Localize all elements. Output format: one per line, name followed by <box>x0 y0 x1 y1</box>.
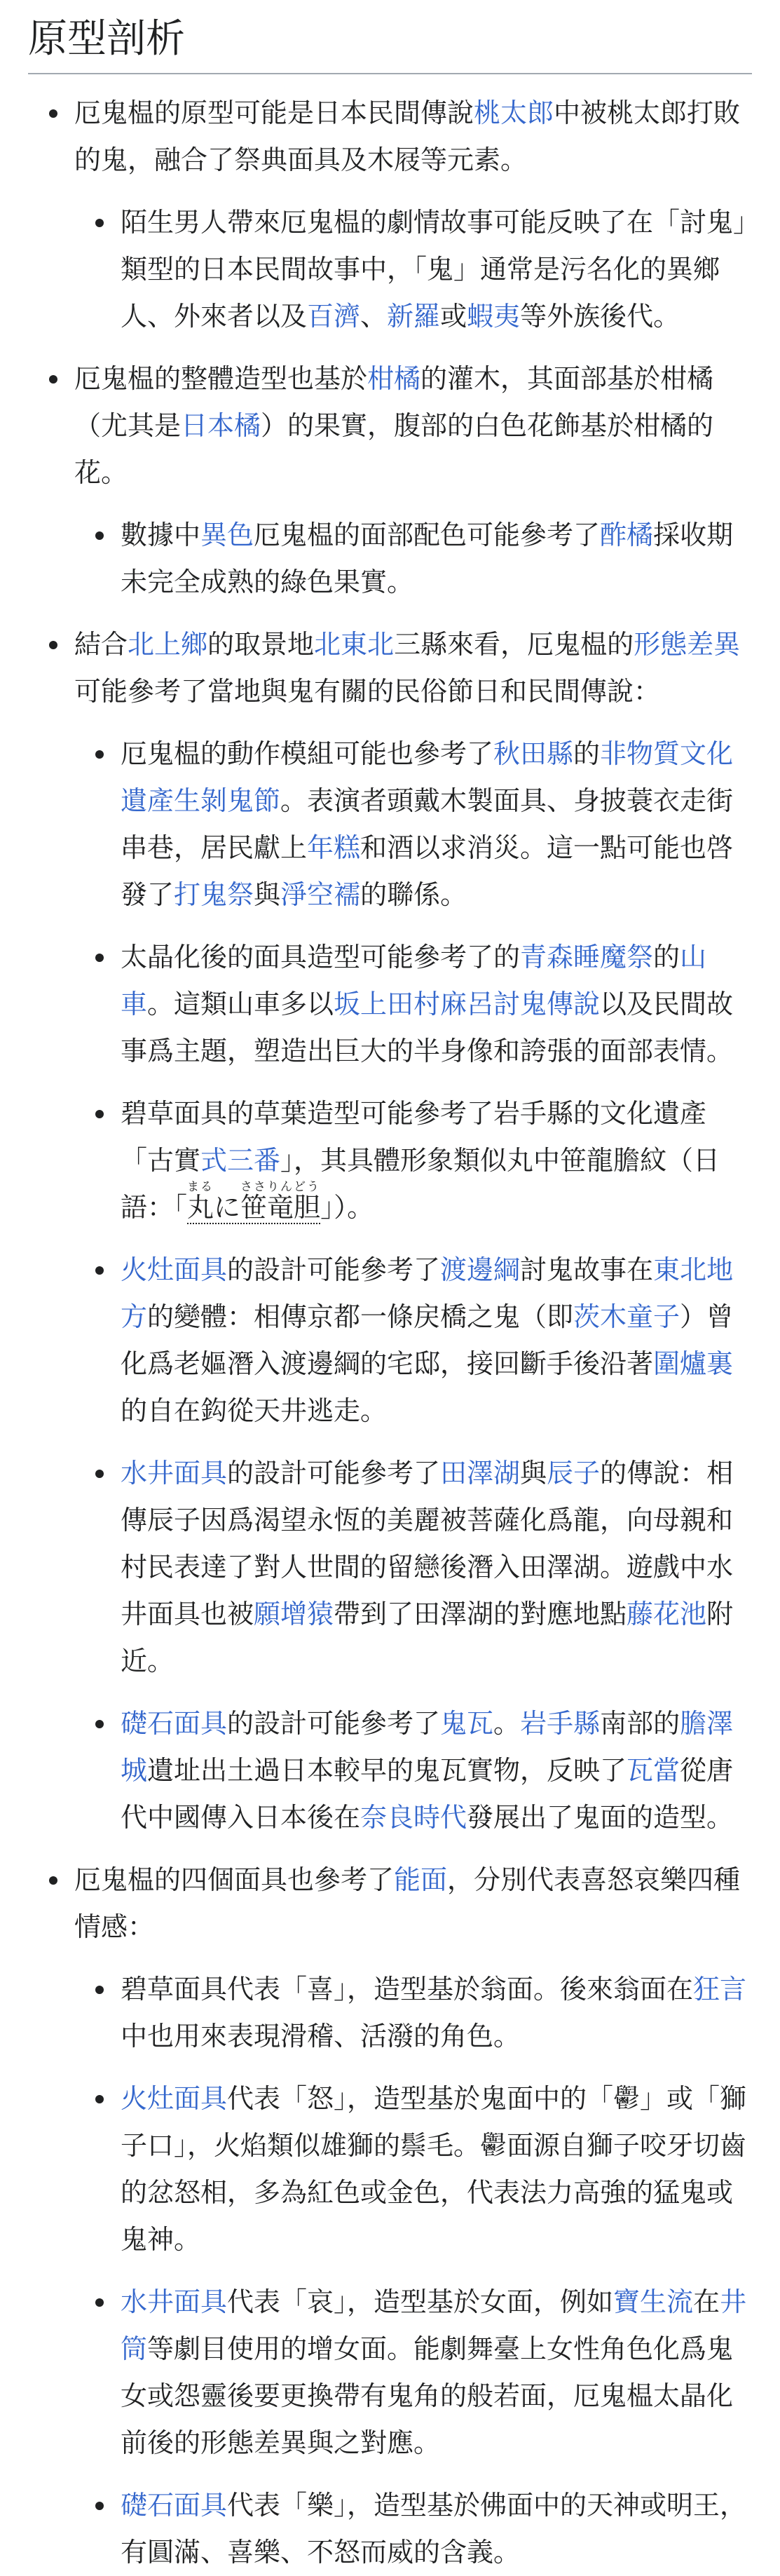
wiki-link[interactable]: 奈良時代 <box>360 1802 467 1833</box>
text-run: 的取景地 <box>207 629 315 660</box>
sub-list-item-text <box>121 199 752 340</box>
text-run: 的傳說：相傳辰子因爲渴望永恆的美麗被菩薩化爲龍，向母親和村民表達了對人世間的留戀後潛入田澤湖。遊戲中水井面具也被 <box>121 1458 734 1629</box>
text-run: 與 <box>254 879 281 910</box>
text-run: 和酒以求消災。這一點可能也啓發了 <box>121 832 734 910</box>
sub-list-item <box>74 2482 752 2576</box>
wiki-link[interactable]: 礎石面具 <box>121 2490 228 2521</box>
text-run: 可能參考了當地與鬼有關的民俗節日和民間傳說： <box>74 676 661 707</box>
wiki-link[interactable]: 火灶面具 <box>121 1254 228 1285</box>
text-run: 帶到了田澤湖的對應地點 <box>334 1599 627 1629</box>
text-run: 的灌木，其面部基於柑橘（尤其是 <box>74 363 714 441</box>
wiki-link[interactable]: 藤花池 <box>627 1599 707 1629</box>
text-run: 碧草面具的草葉造型可能參考了岩手縣的文化遺產「古實 <box>121 1098 707 1176</box>
list-item <box>28 355 752 606</box>
text-run: 的 <box>653 942 680 972</box>
text-run: 中被桃太郎打敗的鬼，融合了祭典面具及木屐等元素。 <box>74 97 741 175</box>
wiki-link[interactable]: 柑橘 <box>367 363 421 394</box>
text-run: 」，其具體形象類似丸中笹龍膽紋（日語：「 <box>121 1145 720 1223</box>
text-run: 採收期未完全成熟的綠色果實。 <box>121 520 734 597</box>
list-item-text <box>74 621 752 715</box>
text-run: 太晶化後的面具造型可能參考了的 <box>121 942 521 972</box>
list-item <box>28 621 752 1841</box>
sub-bullet-list <box>74 199 752 340</box>
text-run: 以及民間故事爲主題，塑造出巨大的半身像和誇張的面部表情。 <box>121 989 734 1066</box>
list-item-text <box>74 1857 752 1951</box>
text-run: 。表演者頭戴木製面具、身披蓑衣走街串巷，居民獻上 <box>121 785 734 863</box>
text-run: 三縣來看，厄鬼榅的 <box>394 629 634 660</box>
section-heading: 原型剖析 <box>28 10 752 74</box>
ruby-reading: まる <box>187 1180 214 1194</box>
wiki-link[interactable]: 狂言 <box>693 1974 747 2005</box>
text-run: 與 <box>520 1458 547 1489</box>
sub-list-item-text <box>121 1966 752 2060</box>
bullet-list <box>28 90 752 2576</box>
sub-bullet-list <box>74 731 752 1841</box>
sub-list-item <box>74 199 752 340</box>
wiki-link[interactable]: 火灶面具 <box>121 2083 228 2114</box>
text-run: 厄鬼榅的整體造型也基於 <box>74 363 368 394</box>
sub-list-item <box>74 2075 752 2263</box>
wiki-link[interactable]: 異色 <box>200 520 254 550</box>
sub-list-item-text <box>121 2279 752 2467</box>
sub-list-item-text <box>121 1090 752 1231</box>
wiki-link[interactable]: 願增猿 <box>254 1599 334 1629</box>
sub-list-item <box>74 1090 752 1231</box>
text-run: 中也用來表現滑稽、活潑的角色。 <box>121 2021 521 2052</box>
text-run: 遺址出土過日本較早的鬼瓦實物，反映了 <box>147 1755 627 1786</box>
list-item <box>28 90 752 340</box>
text-run: ）的果實，腹部的白色花飾基於柑橘的花。 <box>74 410 714 488</box>
text-run: 陌生男人帶來厄鬼榅的劇情故事可能反映了在「討鬼」類型的日本民間故事中，「鬼」通常是污名化的異鄉人、外來者以及 <box>121 207 747 332</box>
text-run: 附近。 <box>121 1599 734 1676</box>
wiki-link[interactable]: 膽澤城 <box>121 1708 734 1786</box>
text-run: 數據中 <box>121 520 201 550</box>
text-run: 。 <box>493 1708 521 1739</box>
sub-list-item <box>74 1450 752 1685</box>
wiki-link[interactable]: 辰子 <box>547 1458 601 1489</box>
wiki-link[interactable]: 形態差異 <box>634 629 741 660</box>
text-run: 的變體：相傳京都一條戻橋之鬼（即 <box>147 1301 574 1332</box>
sub-list-item-text <box>121 1247 752 1435</box>
ruby-base: 丸 <box>187 1192 214 1223</box>
wiki-link[interactable]: 能面 <box>394 1864 448 1895</box>
sub-list-item <box>74 1966 752 2060</box>
sub-bullet-list <box>74 1966 752 2576</box>
wiki-link[interactable]: 水井面具 <box>121 1458 228 1489</box>
text-run: 代表「怒」，造型基於鬼面中的「𩰪」或「獅子口」，火焰類似雄獅的鬃毛。𩰪面源自獅子咬牙切齒的忿怒相，多為紅色或金色，代表法力高強的猛鬼或鬼神。 <box>121 2083 747 2255</box>
wiki-link[interactable]: 秋田縣 <box>493 738 574 769</box>
wiki-link[interactable]: 圍爐裏 <box>653 1348 734 1379</box>
wiki-link[interactable]: 蝦夷 <box>467 301 521 332</box>
sub-bullet-list <box>74 512 752 606</box>
sub-list-item <box>74 2279 752 2467</box>
text-run: 厄鬼榅的原型可能是日本民間傳說 <box>74 97 474 128</box>
ruby-base: 笹竜胆 <box>240 1192 321 1223</box>
text-run: 發展出了鬼面的造型。 <box>467 1802 734 1833</box>
text-run: 」）。 <box>320 1192 374 1223</box>
wiki-link[interactable]: 打鬼祭 <box>174 879 254 910</box>
ruby-word <box>240 1180 321 1223</box>
text-run: 等外族後代。 <box>520 301 680 332</box>
wiki-link[interactable]: 岩手縣 <box>520 1708 601 1739</box>
text-run: 的設計可能參考了 <box>227 1708 441 1739</box>
wiki-link[interactable]: 田澤湖 <box>440 1458 521 1489</box>
wiki-link[interactable]: 酢橘 <box>600 520 654 550</box>
wiki-link[interactable]: 年糕 <box>307 832 361 863</box>
sub-list-item-text <box>121 731 752 918</box>
text-run: 南部的 <box>600 1708 680 1739</box>
wiki-link[interactable]: 日本橘 <box>181 410 261 441</box>
wiki-link[interactable]: 礎石面具 <box>121 1708 228 1739</box>
text-run: 、 <box>360 301 388 332</box>
text-run: 的自在鈎從天井逃走。 <box>121 1395 388 1426</box>
text-run: 碧草面具代表「喜」，造型基於翁面。後來翁面在 <box>121 1974 694 2005</box>
wiki-link[interactable]: 式三番 <box>200 1145 281 1176</box>
wiki-link[interactable]: 北上鄉 <box>128 629 208 660</box>
wiki-link[interactable]: 北東北 <box>314 629 395 660</box>
sub-list-item <box>74 1247 752 1435</box>
text-run: 厄鬼榅的動作模組可能也參考了 <box>121 738 494 769</box>
text-run: 結合 <box>74 629 128 660</box>
sub-list-item <box>74 1700 752 1841</box>
sub-list-item-text <box>121 512 752 606</box>
text-run: 代表「哀」，造型基於女面，例如 <box>227 2286 614 2317</box>
sub-list-item-text <box>121 1700 752 1841</box>
text-run: 的聯係。 <box>360 879 467 910</box>
wiki-link[interactable]: 青森睡魔祭 <box>520 942 654 972</box>
wiki-link[interactable]: 水井面具 <box>121 2286 228 2317</box>
ruby-annotation <box>187 1180 321 1224</box>
text-run: 的 <box>573 738 601 769</box>
text-run: ）曾化爲老嫗潛入渡邊綱的宅邸，接回斷手後沿著 <box>121 1301 734 1379</box>
sub-list-item-text <box>121 934 752 1075</box>
wiki-link[interactable]: 渡邊綱 <box>440 1254 521 1285</box>
text-run: 討鬼故事在 <box>520 1254 654 1285</box>
sub-list-item <box>74 934 752 1075</box>
text-run: 厄鬼榅的面部配色可能參考了 <box>254 520 601 550</box>
ruby-base: に <box>214 1192 241 1223</box>
wiki-link[interactable]: 山車 <box>121 942 707 1019</box>
ruby-reading: ささりんどう <box>240 1180 321 1194</box>
wiki-link[interactable]: 茨木童子 <box>573 1301 680 1332</box>
wiki-link[interactable]: 瓦當 <box>627 1755 680 1786</box>
sub-list-item-text <box>121 2482 752 2576</box>
wiki-link[interactable]: 淨空襦 <box>280 879 361 910</box>
wiki-link[interactable]: 井筒 <box>121 2286 747 2364</box>
sub-list-item <box>74 731 752 918</box>
text-run: ，分別代表喜怒哀樂四種情感： <box>74 1864 741 1942</box>
wiki-link[interactable]: 非物質文化遺產生剝鬼節 <box>121 738 734 816</box>
sub-list-item-text <box>121 2075 752 2263</box>
ruby-word <box>187 1180 214 1223</box>
text-run: 代表「樂」，造型基於佛面中的天神或明王，有圓滿、喜樂、不怒而威的含義。 <box>121 2490 747 2568</box>
wiki-link[interactable]: 東北地方 <box>121 1254 734 1332</box>
text-run: 的設計可能參考了 <box>227 1458 441 1489</box>
wiki-link[interactable]: 新羅 <box>387 301 441 332</box>
text-run: 或 <box>440 301 467 332</box>
text-run: 等劇目使用的增女面。能劇舞臺上女性角色化爲鬼女或怨靈後要更換帶有鬼角的般若面，厄鬼榅太晶化前後的形態差異與之對應。 <box>121 2333 734 2458</box>
list-item <box>28 1857 752 2576</box>
wiki-link[interactable]: 百濟 <box>307 301 361 332</box>
wiki-link[interactable]: 鬼瓦 <box>440 1708 494 1739</box>
sub-list-item <box>74 512 752 606</box>
list-item-text <box>74 90 752 184</box>
text-run: 的設計可能參考了 <box>227 1254 441 1285</box>
list-item-text <box>74 355 752 496</box>
text-run: 在 <box>693 2286 720 2317</box>
text-run: 厄鬼榅的四個面具也參考了 <box>74 1864 395 1895</box>
wiki-link[interactable]: 寶生流 <box>613 2286 694 2317</box>
sub-list-item-text <box>121 1450 752 1685</box>
wiki-link[interactable]: 桃太郎 <box>474 97 554 128</box>
text-run: 從唐代中國傳入日本後在 <box>121 1755 734 1833</box>
wiki-link[interactable]: 坂上田村麻呂討鬼傳說 <box>334 989 601 1019</box>
text-run: 。這類山車多以 <box>147 989 334 1019</box>
